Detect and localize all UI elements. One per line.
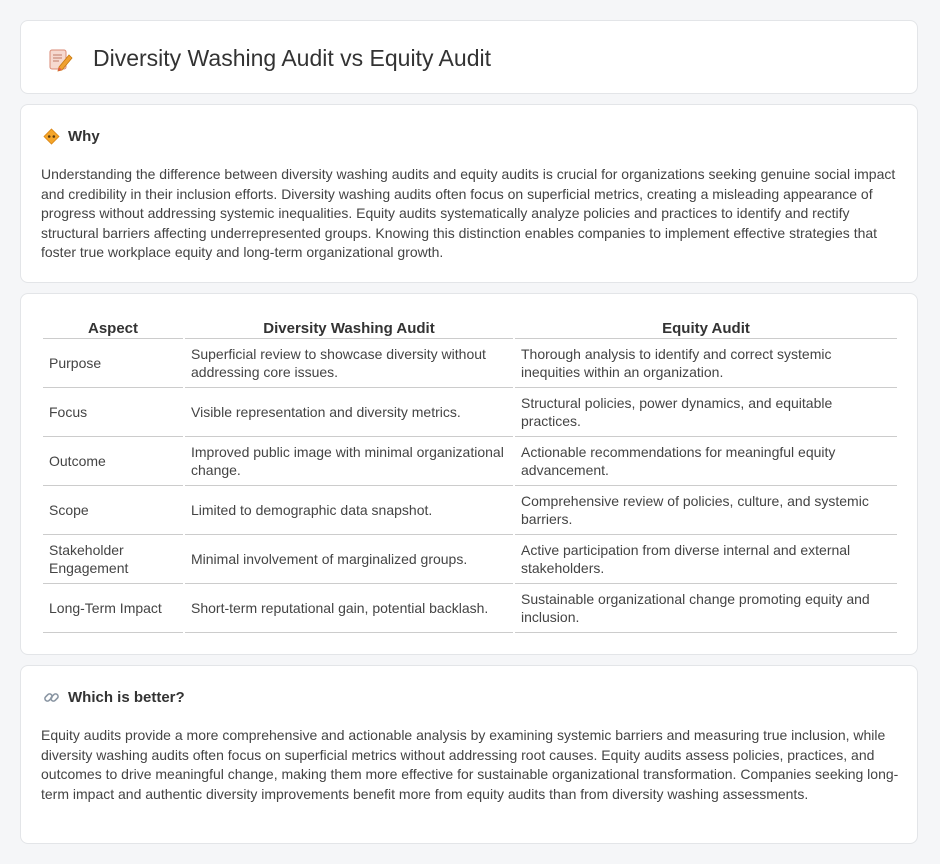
header-aspect: Aspect (43, 316, 183, 339)
better-title: Which is better? (68, 689, 185, 706)
diversity-washing-cell: Short-term reputational gain, potential backlash. (185, 584, 513, 633)
equity-audit-cell: Comprehensive review of policies, culture, and systemic barriers. (515, 486, 897, 535)
better-text: Equity audits provide a more comprehensive and actionable analysis by examining systemic barriers and measuring true inclusion, while diversity washing audits often focus on superficial metrics without addressing root causes. Equity audits assess policies, practices, and outcomes to drive meaningful change, making them more effective for sustainable organizational transformation. Companies seeking long-term impact and authentic diversity improvements benefit more from equity audits than from diversity washing assessments. (41, 727, 899, 802)
aspect-cell: Scope (43, 486, 183, 535)
header-equity-audit: Equity Audit (515, 316, 897, 339)
table-row (43, 437, 897, 486)
table-row (43, 388, 897, 437)
aspect-cell: Outcome (43, 437, 183, 486)
why-text: Understanding the difference between diversity washing audits and equity audits is crucial for organizations seeking genuine social impact and credibility in their inclusion efforts. Diversity washing audits often focus on superficial metrics, creating a misleading appearance of progress without addressing systemic inequalities. Equity audits systematically analyze policies and practices to identify and rectify structural barriers affecting underrepresented groups. Knowing this distinction enables companies to implement effective strategies that foster true workplace equity and long-term organizational growth. (41, 166, 896, 261)
equity-audit-cell: Structural policies, power dynamics, and equitable practices. (515, 388, 897, 437)
equity-audit-cell: Actionable recommendations for meaningful equity advancement. (515, 437, 897, 486)
link-icon (43, 689, 60, 706)
diversity-washing-cell: Minimal involvement of marginalized groups. (185, 535, 513, 584)
table-row (43, 535, 897, 584)
which-is-better-section (20, 665, 918, 844)
header-diversity-washing-audit: Diversity Washing Audit (185, 316, 513, 339)
equity-audit-cell: Active participation from diverse internal and external stakeholders. (515, 535, 897, 584)
aspect-cell: Purpose (43, 339, 183, 388)
diversity-washing-cell: Limited to demographic data snapshot. (185, 486, 513, 535)
diversity-washing-cell: Visible representation and diversity metrics. (185, 388, 513, 437)
memo-icon (47, 46, 73, 72)
aspect-cell: Focus (43, 388, 183, 437)
aspect-cell: Long-Term Impact (43, 584, 183, 633)
table-row (43, 584, 897, 633)
equity-audit-cell: Thorough analysis to identify and correct systemic inequities within an organization. (515, 339, 897, 388)
comparison-section (20, 293, 918, 655)
table-row (43, 339, 897, 388)
page-title: Diversity Washing Audit vs Equity Audit (93, 45, 491, 71)
comparison-table (41, 316, 899, 633)
aspect-cell: Stakeholder Engagement (43, 535, 183, 584)
why-section (20, 104, 918, 283)
diversity-washing-cell: Superficial review to showcase diversity without addressing core issues. (185, 339, 513, 388)
equity-audit-cell: Sustainable organizational change promoting equity and inclusion. (515, 584, 897, 633)
table-header-row (43, 316, 897, 339)
why-title: Why (68, 128, 100, 145)
header-card (20, 20, 918, 94)
table-row (43, 486, 897, 535)
diversity-washing-cell: Improved public image with minimal organizational change. (185, 437, 513, 486)
diamond-icon (43, 128, 60, 145)
